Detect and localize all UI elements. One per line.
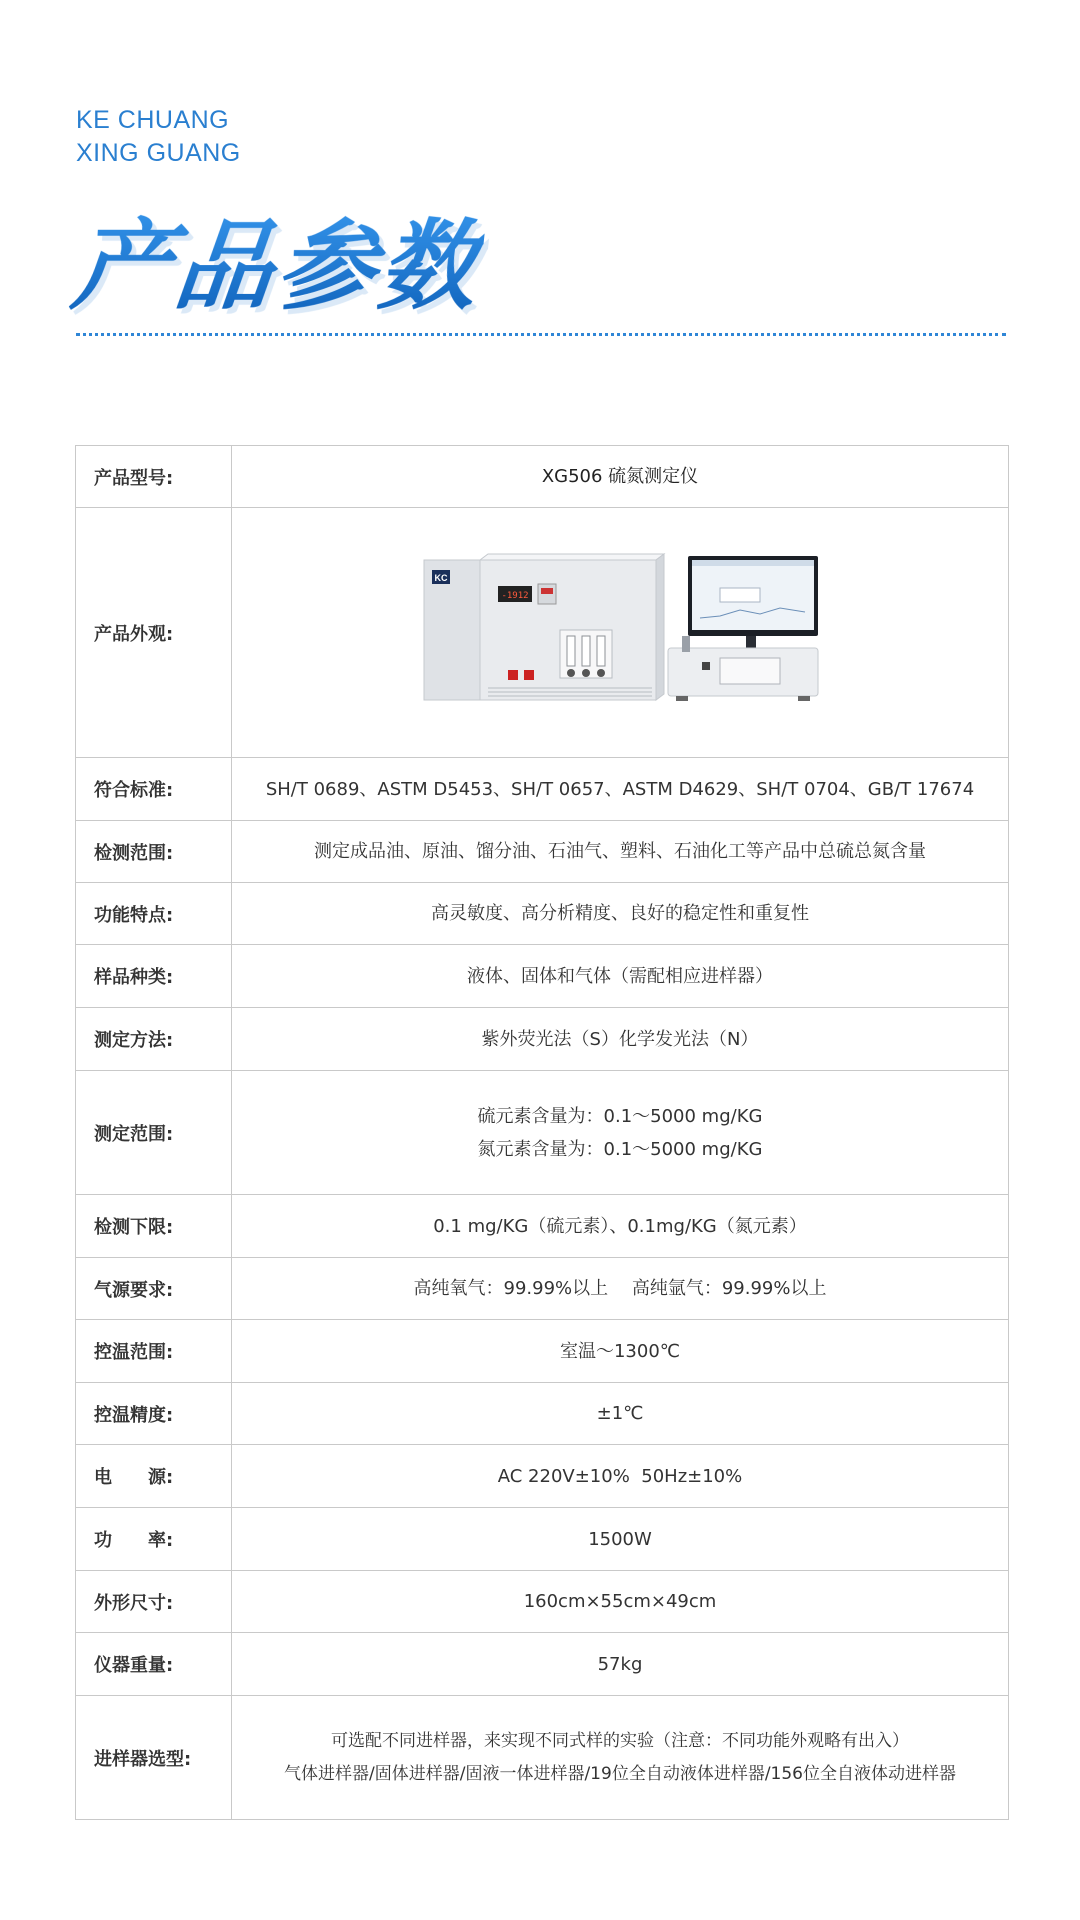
table-row [76, 821, 1009, 883]
device-logo: KC [434, 572, 448, 583]
dotted-divider [76, 333, 1006, 336]
row-value: XG506 硫氮测定仪 [232, 446, 1009, 508]
table-row [76, 1195, 1009, 1258]
row-value [232, 1071, 1009, 1195]
product-image [420, 548, 820, 718]
row-label: 气源要求: [76, 1258, 232, 1320]
table-row [76, 1508, 1009, 1571]
row-label: 仪器重量: [76, 1633, 232, 1696]
brand-line-2: XING GUANG [76, 139, 241, 167]
row-label: 测定范围: [76, 1071, 232, 1195]
row-label: 检测范围: [76, 821, 232, 883]
row-value: AC 220V±10% 50Hz±10% [232, 1445, 1009, 1508]
row-label: 符合标准: [76, 758, 232, 821]
row-value: SH/T 0689、ASTM D5453、SH/T 0657、ASTM D4629、SH/T 0704、GB/T 17674 [232, 758, 1009, 821]
row-label: 控温精度: [76, 1383, 232, 1445]
row-value [232, 1696, 1009, 1820]
row-label: 控温范围: [76, 1320, 232, 1383]
row-value: 57kg [232, 1633, 1009, 1696]
row-value: 1500W [232, 1508, 1009, 1571]
row-label: 产品型号: [76, 446, 232, 508]
row-value: 160cm×55cm×49cm [232, 1571, 1009, 1633]
table-row [76, 1445, 1009, 1508]
value-line: 气体进样器/固体进样器/固液一体进样器/19位全自动液体进样器/156位全自液体动进样器 [284, 1763, 956, 1784]
table-row [76, 1258, 1009, 1320]
table-row [76, 1320, 1009, 1383]
row-value: 紫外荧光法（S）化学发光法（N） [232, 1008, 1009, 1071]
table-row [76, 1633, 1009, 1696]
page-title: 产品参数 [67, 188, 490, 329]
table-row [76, 945, 1009, 1008]
table-row [76, 758, 1009, 821]
parameter-table [75, 445, 1009, 1820]
row-label: 样品种类: [76, 945, 232, 1008]
row-label: 产品外观: [76, 508, 232, 758]
row-value: 室温～1300℃ [232, 1320, 1009, 1383]
row-label: 功 率: [76, 1508, 232, 1571]
row-value: 液体、固体和气体（需配相应进样器） [232, 945, 1009, 1008]
value-line: 可选配不同进样器，来实现不同式样的实验（注意：不同功能外观略有出入） [331, 1730, 909, 1751]
row-value: ±1℃ [232, 1383, 1009, 1445]
table-row [76, 1071, 1009, 1195]
row-value: 测定成品油、原油、馏分油、石油气、塑料、石油化工等产品中总硫总氮含量 [232, 821, 1009, 883]
row-label: 检测下限: [76, 1195, 232, 1258]
table-row [76, 1008, 1009, 1071]
row-label: 测定方法: [76, 1008, 232, 1071]
row-label: 外形尺寸: [76, 1571, 232, 1633]
row-label: 功能特点: [76, 883, 232, 945]
table-row [76, 1696, 1009, 1820]
table-row [76, 883, 1009, 945]
table-row [76, 446, 1009, 508]
row-label: 电 源: [76, 1445, 232, 1508]
brand-line-1: KE CHUANG [76, 106, 230, 134]
row-value: 高纯氧气：99.99%以上 高纯氩气：99.99%以上 [232, 1258, 1009, 1320]
brand-text [76, 104, 241, 170]
table-row [76, 508, 1009, 758]
value-line: 硫元素含量为：0.1～5000 mg/KG [477, 1105, 763, 1127]
row-value: 高灵敏度、高分析精度、良好的稳定性和重复性 [232, 883, 1009, 945]
value-line: 氮元素含量为：0.1～5000 mg/KG [477, 1138, 763, 1160]
row-label: 进样器选型: [76, 1696, 232, 1820]
row-value: 0.1 mg/KG（硫元素）、0.1mg/KG（氮元素） [232, 1195, 1009, 1258]
table-row [76, 1571, 1009, 1633]
table-row [76, 1383, 1009, 1445]
row-value [232, 508, 1009, 758]
device-display: -1912 [501, 590, 529, 601]
